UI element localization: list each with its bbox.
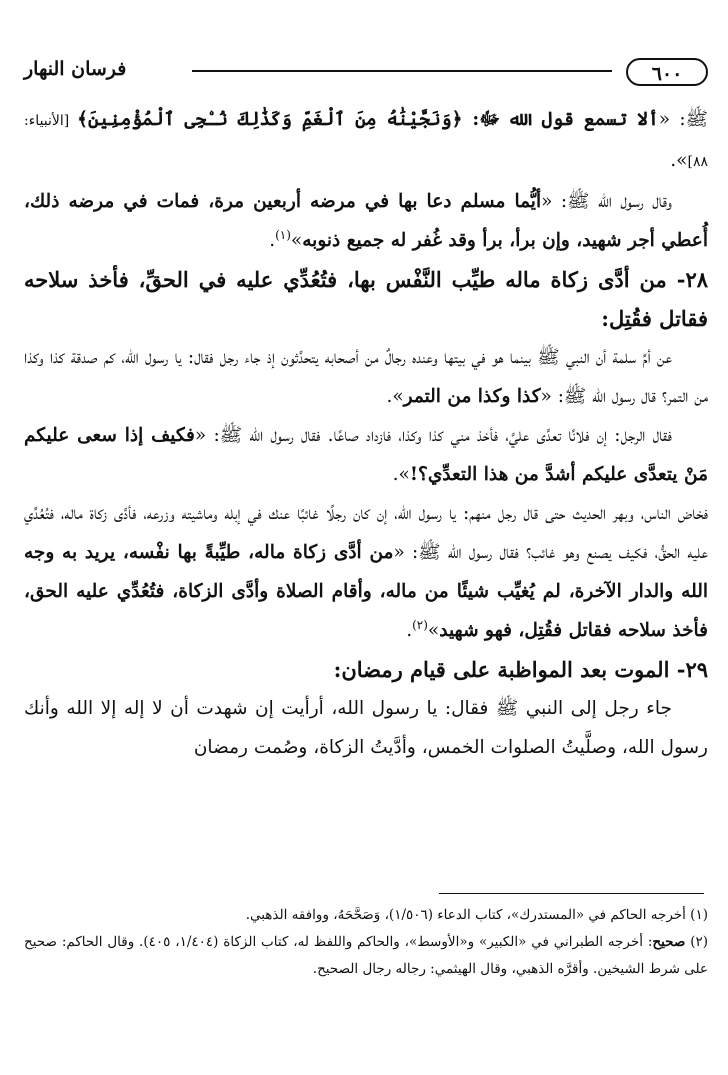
footnotes: [24, 902, 708, 983]
hadith-text: من أدَّى زكاة ماله، طيِّبةً بها نفْسه، يريد به وجه الله والدار الآخرة، لم يُغيِّب شيئًا من ماله، وأقام الصلاة وأدَّى الزكاة، فتُعُدِّي عليه الحق، فأخذ سلاحه فقاتل فقُتِل، فهو شهيد: [24, 542, 708, 641]
page-header: [24, 56, 708, 92]
hadith-text: أيُّما مسلم دعا بها في مرضه أربعين مرة، فمات في مرضه ذلك، أُعطي أجر شهيد، وإن برأ، برأ وقد غُفر له جميع ذنوبه: [24, 191, 708, 251]
paragraph-6: جاء رجل إلى النبي ﷺ فقال: يا رسول الله، أرأيت إن شهدت أن لا إله إلا الله وأنك رسول الله، وصلَّيتُ الصلوات الخمس، وأدَّيتُ الزكاة، وصُمت رمضان: [24, 698, 708, 758]
text: ».: [392, 464, 410, 485]
paragraph-3: [24, 338, 708, 416]
paragraph-5: [24, 494, 708, 650]
text: ».: [386, 386, 404, 407]
text: وقال رسول الله ﷺ: «: [541, 191, 672, 212]
text: ».: [670, 150, 688, 171]
book-title: فرسان النهار: [24, 58, 127, 80]
footnote-1: (١) أخرجه الحاكم في «المستدرك»، كتاب الدعاء (١/٥٠٦)، وَصَحَّحَهُ، ووافقه الذهبي.: [245, 907, 708, 923]
text: ﷺ: «: [658, 109, 708, 130]
text: : أخرجه الطبراني في «الكبير» و«الأوسط»، والحاكم واللفظ له، كتاب الزكاة (١/٤٠٤، ٤٠٥). وقال الحاكم: صحيح على شرط الشيخين. وأقرَّه الذهبي، وقال الهيثمي: رجاله رجال الصحيح.: [24, 934, 708, 977]
header-divider: [192, 70, 612, 72]
footnote-2: [24, 929, 708, 983]
hadith-text: كذا وكذا من التمر: [403, 386, 541, 407]
text: عن أمِّ سلمة أن النبي ﷺ بينما هو في بيتها وعنده رجالٌ من أصحابه يتحدَّثون إذ جاء رجل فقال: يا رسول الله، كم صدقة كذا وكذا من التمر؟ قال رسول الله ﷺ: «: [24, 347, 708, 407]
page-number: ٦٠٠: [626, 58, 708, 86]
text: فخاض الناس، وبهر الحديث حتى قال رجل منهم: يا رسول الله، إن كان رجلًا غائبًا عنك في إبله وماشيته وزرعه، فأدَّى زكاة ماله، فتُعُدِّي عليه الحقُّ، فكيف يصنع وهو غائب؟ فقال رسول الله ﷺ: «: [24, 503, 709, 563]
footnote-divider: [439, 893, 704, 894]
verse-reference: [الأنبياء: ٨٨]: [24, 113, 708, 170]
page-body: [24, 100, 708, 767]
hadith-text: فكيف إذا سعى عليكم مَنْ يتعدَّى عليكم أشدَّ من هذا التعدِّي؟!: [24, 425, 708, 485]
text: (٢): [685, 934, 709, 950]
text: فقال الرجل: إن فلانًا تعدَّى عليَّ، فأخذ مني كذا وكذا، فازداد صاعًا. فقال رسول الله ﷺ: «: [194, 425, 672, 446]
hadith-text: ألا تسمع قول الله ﷻ:: [472, 109, 659, 130]
text: .: [269, 230, 276, 251]
paragraph-1: [24, 100, 708, 182]
paragraph-4: [24, 416, 708, 494]
paragraph-2: [24, 182, 708, 260]
footnote-marker: (١): [275, 227, 291, 242]
text: »: [290, 230, 303, 251]
grading-label: صحيح: [652, 934, 686, 950]
footnote-marker: (٢): [412, 617, 428, 632]
text: .: [406, 620, 413, 641]
quran-verse: ﴿وَنَجَّيْنَٰهُ مِنَ ٱلْغَمِّ وَكَذَٰلِكَ نُـۨجِى ٱلْمُؤْمِنِينَ﴾: [77, 109, 473, 130]
text: »: [427, 620, 440, 641]
section-heading-28: ٢٨- من أدَّى زكاة ماله طيِّب النَّفْس بها، فتُعُدِّي عليه في الحقِّ، فأخذ سلاحه فقاتل فقُتِل:: [24, 267, 708, 331]
section-heading-29: ٢٩- الموت بعد المواظبة على قيام رمضان:: [333, 657, 708, 682]
